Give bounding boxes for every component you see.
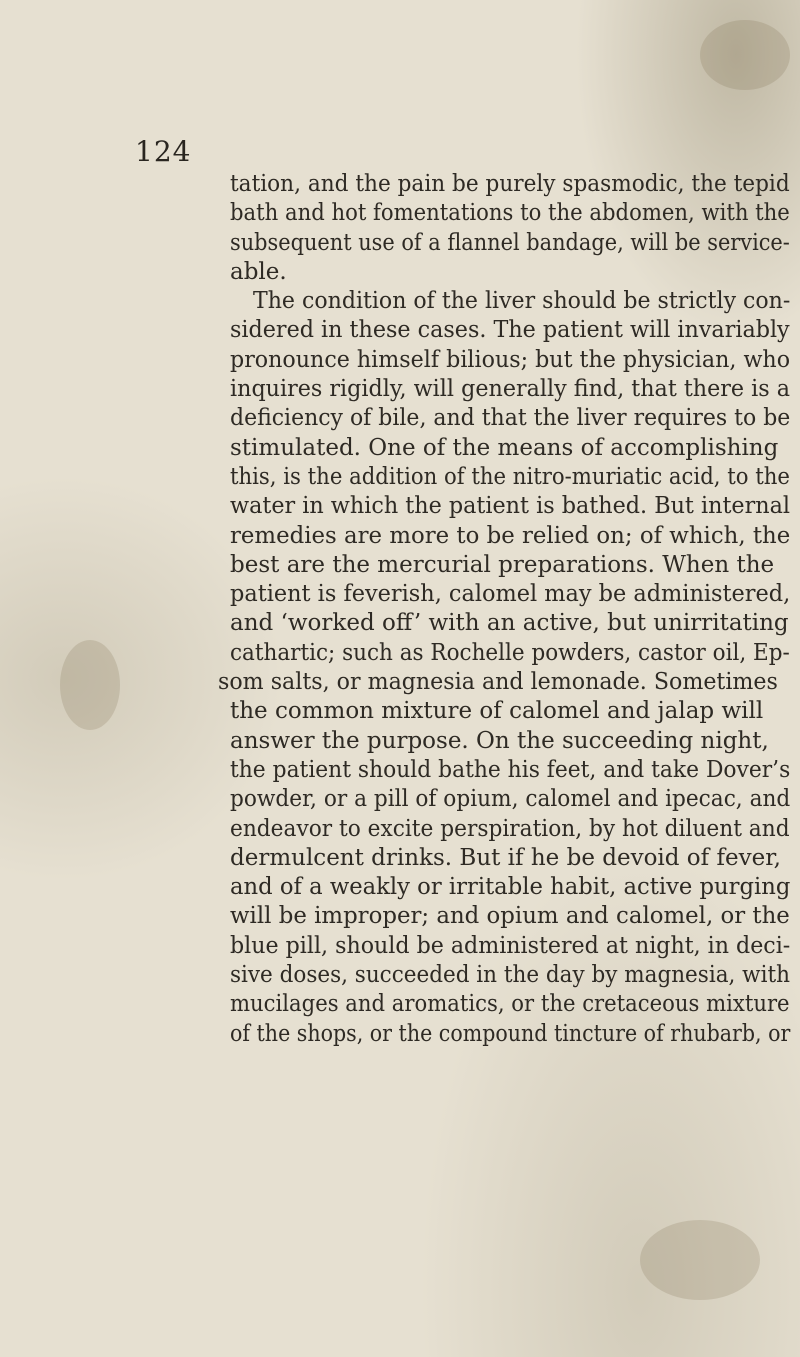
text-line-17: cathartic; such as Rochelle powders, castor oil, Ep- bbox=[230, 639, 790, 666]
text-line-30: of the shops, or the compound tincture of rhubarb, or bbox=[230, 1020, 791, 1047]
text-line-11: this, is the addition of the nitro-muriatic acid, to the bbox=[230, 463, 790, 490]
text-line-10: stimulated. One of the means of accomplishing bbox=[230, 434, 779, 461]
text-line-19: the common mixture of calomel and jalap will bbox=[230, 698, 764, 725]
text-line-9: deficiency of bile, and that the liver requires to be bbox=[230, 405, 791, 432]
text-line-18: som salts, or magnesia and lemonade. Sometimes bbox=[218, 669, 778, 696]
text-line-22: powder, or a pill of opium, calomel and ipecac, and bbox=[230, 786, 791, 813]
text-line-1: tation, and the pain be purely spasmodic, the tepid bbox=[230, 171, 790, 197]
text-line-14: best are the mercurial preparations. When the bbox=[230, 551, 775, 578]
text-line-6: sidered in these cases. The patient will invariably bbox=[230, 317, 790, 344]
text-line-20: answer the purpose. On the succeeding night, bbox=[230, 727, 769, 754]
text-line-15: patient is feverish, calomel may be administered, bbox=[230, 581, 791, 608]
text-line-24: dermulcent drinks. But if he be devoid of fever, bbox=[230, 844, 781, 871]
text-line-16: and ‘worked off’ with an active, but unirritating bbox=[230, 610, 789, 637]
text-line-8: inquires rigidly, will generally find, that there is a bbox=[230, 376, 791, 403]
text-line-7: pronounce himself bilious; but the physician, who bbox=[230, 346, 791, 373]
text-line-5: The condition of the liver should be strictly con- bbox=[253, 288, 791, 315]
text-line-25: and of a weakly or irritable habit, active purging bbox=[230, 874, 791, 901]
text-line-3: subsequent use of a flannel bandage, will be service- bbox=[230, 229, 790, 256]
text-line-4: able. bbox=[230, 258, 287, 285]
text-line-13: remedies are more to be relied on; of which, the bbox=[230, 522, 791, 549]
text-line-12: water in which the patient is bathed. But internal bbox=[230, 493, 791, 520]
foxing-stain bbox=[700, 20, 790, 90]
text-line-21: the patient should bathe his feet, and take Dover’s bbox=[230, 756, 791, 783]
body-text bbox=[218, 170, 791, 1049]
text-line-23: endeavor to excite perspiration, by hot diluent and bbox=[230, 815, 790, 842]
text-line-27: blue pill, should be administered at night, in deci- bbox=[230, 932, 791, 959]
foxing-stain bbox=[640, 1220, 760, 1300]
page-number: 124 bbox=[135, 135, 192, 168]
text-line-29: mucilages and aromatics, or the cretaceous mixture bbox=[230, 991, 790, 1018]
text-line-2: bath and hot fomentations to the abdomen, with the bbox=[230, 200, 790, 227]
text-line-28: sive doses, succeeded in the day by magnesia, with bbox=[230, 962, 790, 989]
foxing-stain bbox=[60, 640, 120, 730]
text-line-26: will be improper; and opium and calomel, or the bbox=[230, 903, 790, 930]
